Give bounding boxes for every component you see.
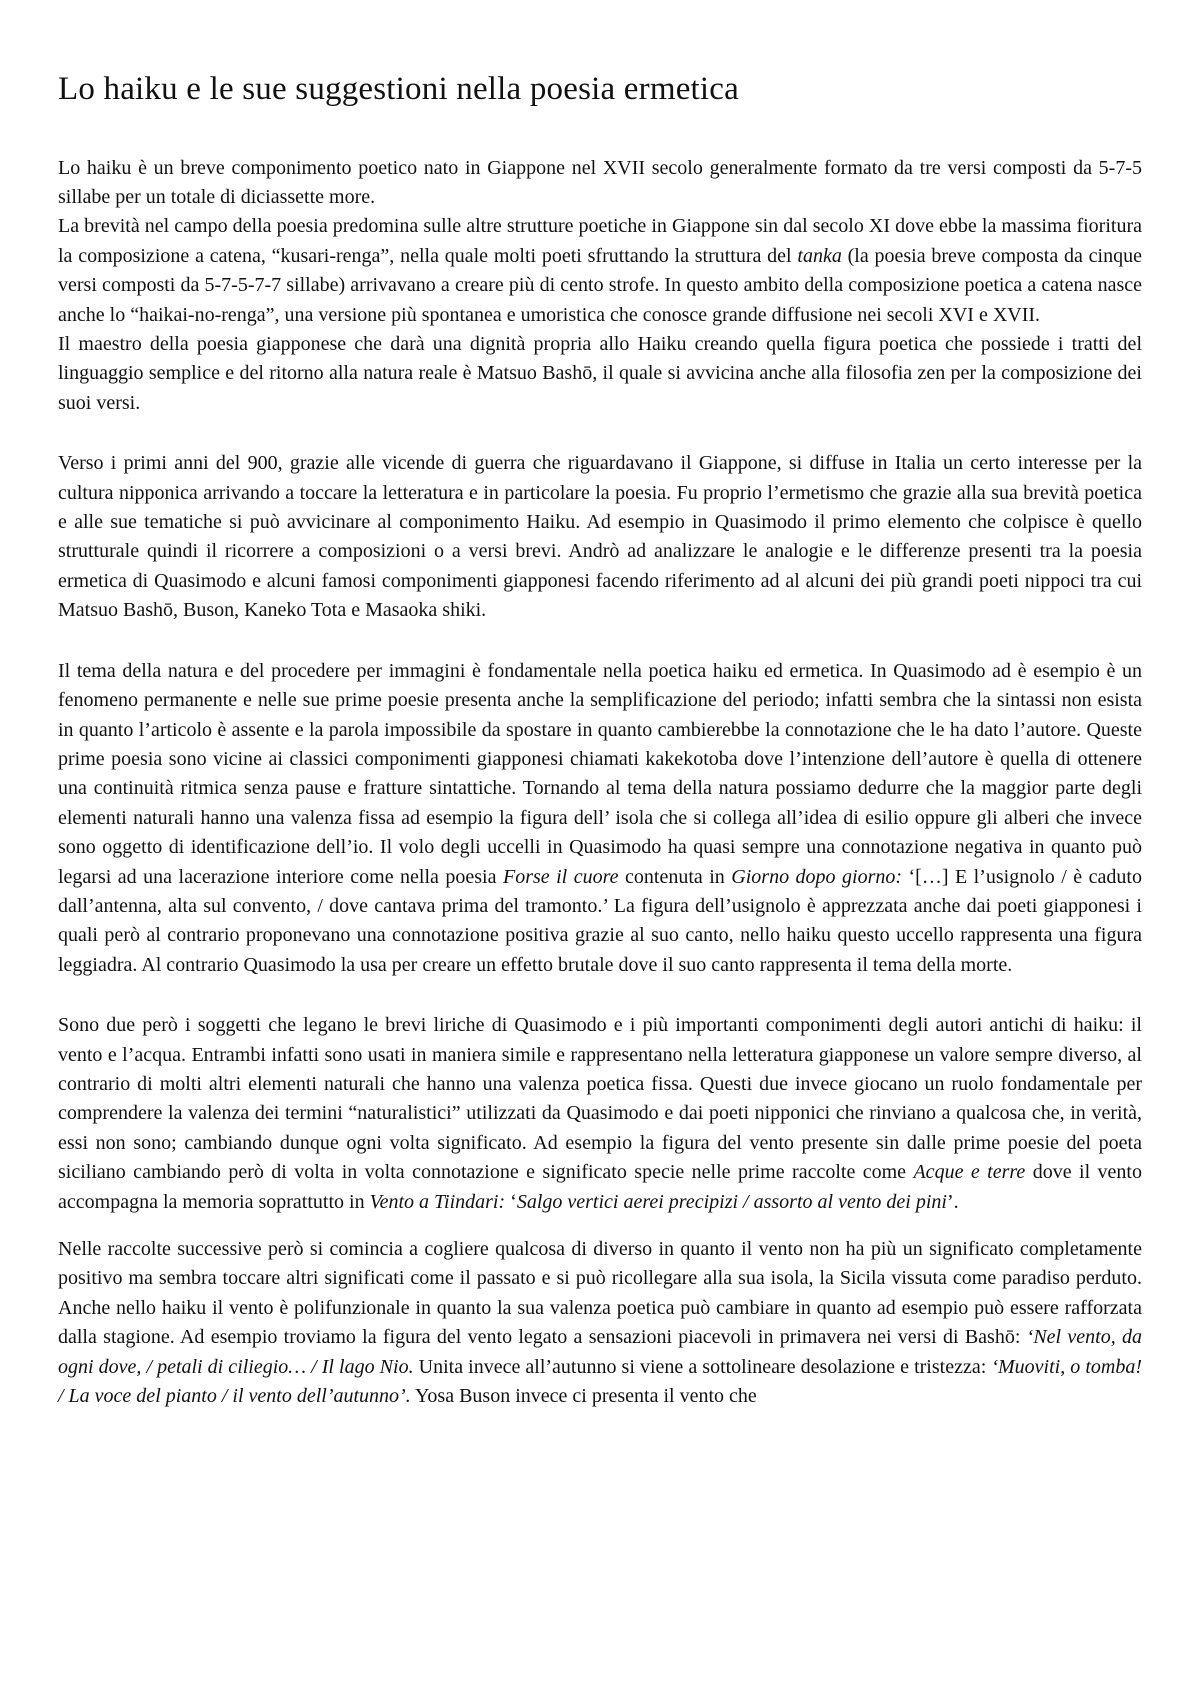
paragraph-ermetismo-text: Verso i primi anni del 900, grazie alle vicende di guerra che riguardavano il Giappone, si diffuse in Italia un certo interesse per la cultura nipponica arrivando a toccare la letteratura e in particolare la poesia. Fu proprio l’ermetismo che grazie alla sua brevità poetica e alle sue tematiche si può avvicinare al componimento Haiku. Ad esempio in Quasimodo il primo elemento che colpisce è quello strutturale quindi il ricorrere a composizioni o a versi brevi. Andrò ad analizzare le analogie e le differenze presenti tra la poesia ermetica di Quasimodo e alcuni famosi componimenti giapponesi facendo riferimento ad al alcuni dei più grandi poeti nippoci tra cui Matsuo Bashō, Buson, Kaneko Tota e Masaoka shiki. (58, 452, 1142, 622)
quote-nel-vento: ‘Nel vento, da ogni dove, / petali di ciliegio… / Il lago Nio. (58, 1326, 1142, 1378)
quote-open: ‘ (505, 1190, 517, 1213)
collection-title-giorno-dopo-giorno: Giorno dopo giorno: (731, 865, 903, 888)
paragraph-vento-haiku-text-a: Nelle raccolte successive però si comincia a cogliere qualcosa di diverso in quanto il vento non ha più un significato completamente positivo ma sembra toccare altri significati come il passato e si può ricollegare alla sua isola, la Sicila vissuta come paradiso perduto. Anche nello haiku il vento è polifunzionale in quanto la sua valenza poetica può cambiare in quanto ad esempio può essere rafforzata dalla stagione. Ad esempio troviamo la figura del vento legato a sensazioni piacevoli in primavera nei versi di Bashō: (58, 1238, 1142, 1349)
poem-title-forse-il-cuore: Forse il cuore (502, 865, 619, 888)
tanka-term: tanka (797, 244, 842, 267)
paragraph-vento-acqua (58, 1011, 1142, 1217)
paragraph-natura-text-b: contenuta in (618, 865, 732, 888)
quote-salgo-vertici: Salgo vertici aerei precipizi / assorto al vento dei pini (516, 1190, 947, 1213)
paragraph-natura-text-c: ‘[…] E l’usignolo / è caduto dall’antenna, alta sul convento, / dove cantava prima del tramonto.’ La figura dell’usignolo è apprezzata anche dai poeti giapponesi i quali però al contrario proponevano una connotazione positiva grazie al suo canto, nello haiku questo uccello rappresenta una figura leggiadra. Al contrario Quasimodo la usa per creare un effetto brutale dove il suo canto rappresenta il tema della morte. (58, 865, 1142, 976)
paragraph-vento-haiku (58, 1235, 1142, 1411)
paragraph-ermetismo (58, 449, 1142, 625)
paragraph-renga-text-a: La brevità nel campo della poesia predomina sulle altre strutture poetiche in Giappone sin dal secolo XI dove ebbe la massima fioritura la composizione a catena, “kusari-renga”, nella quale molti poeti sfruttando la struttura del (58, 215, 1142, 267)
collection-title-acque-e-terre: Acque e terre (913, 1161, 1026, 1184)
paragraph-renga (58, 212, 1142, 330)
quote-muoviti-o-tomba: ‘Muoviti, o tomba! / La voce del pianto / il vento dell’autunno’. (58, 1355, 1142, 1408)
paragraph-natura (58, 657, 1142, 980)
paragraph-basho (58, 330, 1142, 418)
paragraph-intro-text: Lo haiku è un breve componimento poetico nato in Giappone nel XVII secolo generalmente formato da tre versi composti da 5-7-5 sillabe per un totale di diciassette more. (58, 156, 1142, 208)
paragraph-natura-text-a: Il tema della natura e del procedere per immagini è fondamentale nella poetica haiku ed ermetica. In Quasimodo ad è esempio è un fenomeno permanente e nelle sue prime poesie presenta anche la semplificazione del periodo; infatti sembra che la sintassi non esista in quanto l’articolo è assente e la parola impossibile da spostare in quanto cambierebbe la connotazione che le ha dato l’autore. Queste prime poesia sono vicine ai classici componimenti giapponesi chiamati kakekotoba dove l’intenzione dell’autore è quella di ottenere una continuità ritmica senza pause e fratture sintattiche. Tornando al tema della natura possiamo dedurre che la maggior parte degli elementi naturali hanno una valenza fissa ad esempio la figura dell’ isola che si collega all’idea di esilio oppure gli alberi che invece sono oggetto di identificazione dell’io. Il volo degli uccelli in Quasimodo ha quasi sempre una connotazione negativa in quanto può legarsi ad una lacerazione interiore come nella poesia (58, 659, 1142, 888)
paragraph-basho-text: Il maestro della poesia giapponese che darà una dignità propria allo Haiku creando quella figura poetica che possiede i tratti del linguaggio semplice e del ritorno alla natura reale è Matsuo Bashō, il quale si avvicina anche alla filosofia zen per la composizione dei suoi versi. (58, 333, 1142, 414)
paragraph-vento-haiku-text-c: Yosa Buson invece ci presenta il vento che (410, 1385, 757, 1408)
paragraph-vento-haiku-text-b: Unita invece all’autunno si viene a sottolineare desolazione e tristezza: (413, 1355, 992, 1378)
paragraph-vento-acqua-text-b: dove il vento accompagna la memoria soprattutto in (58, 1161, 1142, 1213)
poem-title-vento-a-tindari: Vento a Tiindari: (369, 1190, 506, 1213)
document-page (58, 70, 1142, 1411)
paragraph-intro (58, 154, 1142, 213)
paragraph-renga-text-b: (la poesia breve composta da cinque versi composti da 5-7-5-7-7 sillabe) arrivavano a creare più di cento strofe. In questo ambito della composizione poetica a catena nasce anche lo “haikai-no-renga”, una versione più spontanea e umoristica che conosce grande diffusione nei secoli XVI e XVII. (58, 244, 1142, 326)
paragraph-vento-acqua-text-a: Sono due però i soggetti che legano le brevi liriche di Quasimodo e i più importanti componimenti degli autori antichi di haiku: il vento e l’acqua. Entrambi infatti sono usati in maniera simile e rappresentano nella letteratura giapponese un valore sempre diverso, al contrario di molti altri elementi naturali che hanno una valenza poetica fissa. Questi due invece giocano un ruolo fondamentale per comprendere la valenza dei termini “naturalistici” utilizzati da Quasimodo e dai poeti nipponici che rinviano a qualcosa che, in verità, essi non sono; cambiando dunque ogni volta significato. Ad esempio la figura del vento presente sin dalle prime poesie del poeta siciliano cambiando però di volta in volta connotazione e significato specie nelle prime raccolte come (58, 1014, 1142, 1184)
page-title: Lo haiku e le sue suggestioni nella poesia ermetica (58, 71, 739, 107)
quote-close: ’. (946, 1190, 959, 1213)
